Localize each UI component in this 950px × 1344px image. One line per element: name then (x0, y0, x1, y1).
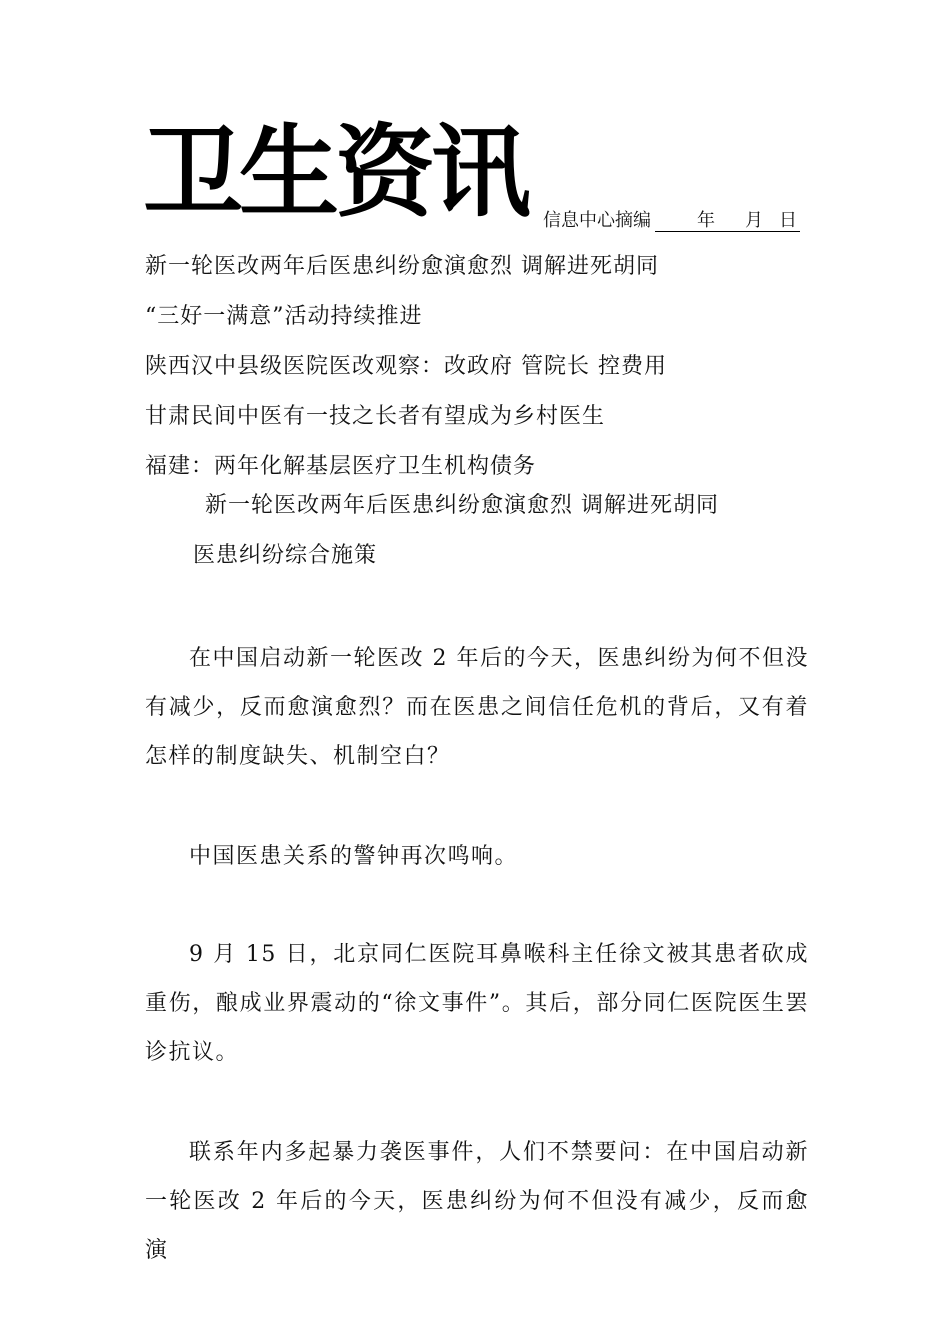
headline-item: 新一轮医改两年后医患纠纷愈演愈烈 调解进死胡同 (145, 254, 659, 279)
source-label: 信息中心摘编 (543, 210, 651, 231)
article-subtitle: 医患纠纷综合施策 (193, 543, 378, 568)
masthead (143, 114, 813, 238)
article-title: 新一轮医改两年后医患纠纷愈演愈烈 调解进死胡同 (205, 493, 719, 518)
masthead-title: 卫生资讯 (143, 114, 527, 231)
date-day-label: 日 (779, 210, 797, 231)
headline-item: 陕西汉中县级医院医改观察：改政府 管院长 控费用 (145, 354, 667, 379)
masthead-meta (543, 210, 800, 232)
headline-item: 福建：两年化解基层医疗卫生机构债务 (145, 454, 537, 479)
article-paragraph: 9 月 15 日，北京同仁医院耳鼻喉科主任徐文被其患者砍成重伤，酿成业界震动的“徐文事件”。其后，部分同仁医院医生罢诊抗议。 (145, 942, 809, 1065)
date-month-label: 月 (745, 210, 763, 231)
headline-list (145, 242, 667, 492)
article-paragraph: 联系年内多起暴力袭医事件，人们不禁要问：在中国启动新一轮医改 2 年后的今天，医患纠纷为何不但没有减少，反而愈演 (145, 1140, 809, 1263)
headline-item: “三好一满意”活动持续推进 (145, 304, 423, 329)
headline-item: 甘肃民间中医有一技之长者有望成为乡村医生 (145, 404, 606, 429)
article-paragraph: 中国医患关系的警钟再次鸣响。 (189, 844, 519, 869)
date-field (655, 211, 800, 232)
article-paragraph: 在中国启动新一轮医改 2 年后的今天，医患纠纷为何不但没有减少，反而愈演愈烈？而在医患之间信任危机的背后，又有着怎样的制度缺失、机制空白？ (145, 646, 809, 769)
date-year-label: 年 (697, 210, 715, 231)
